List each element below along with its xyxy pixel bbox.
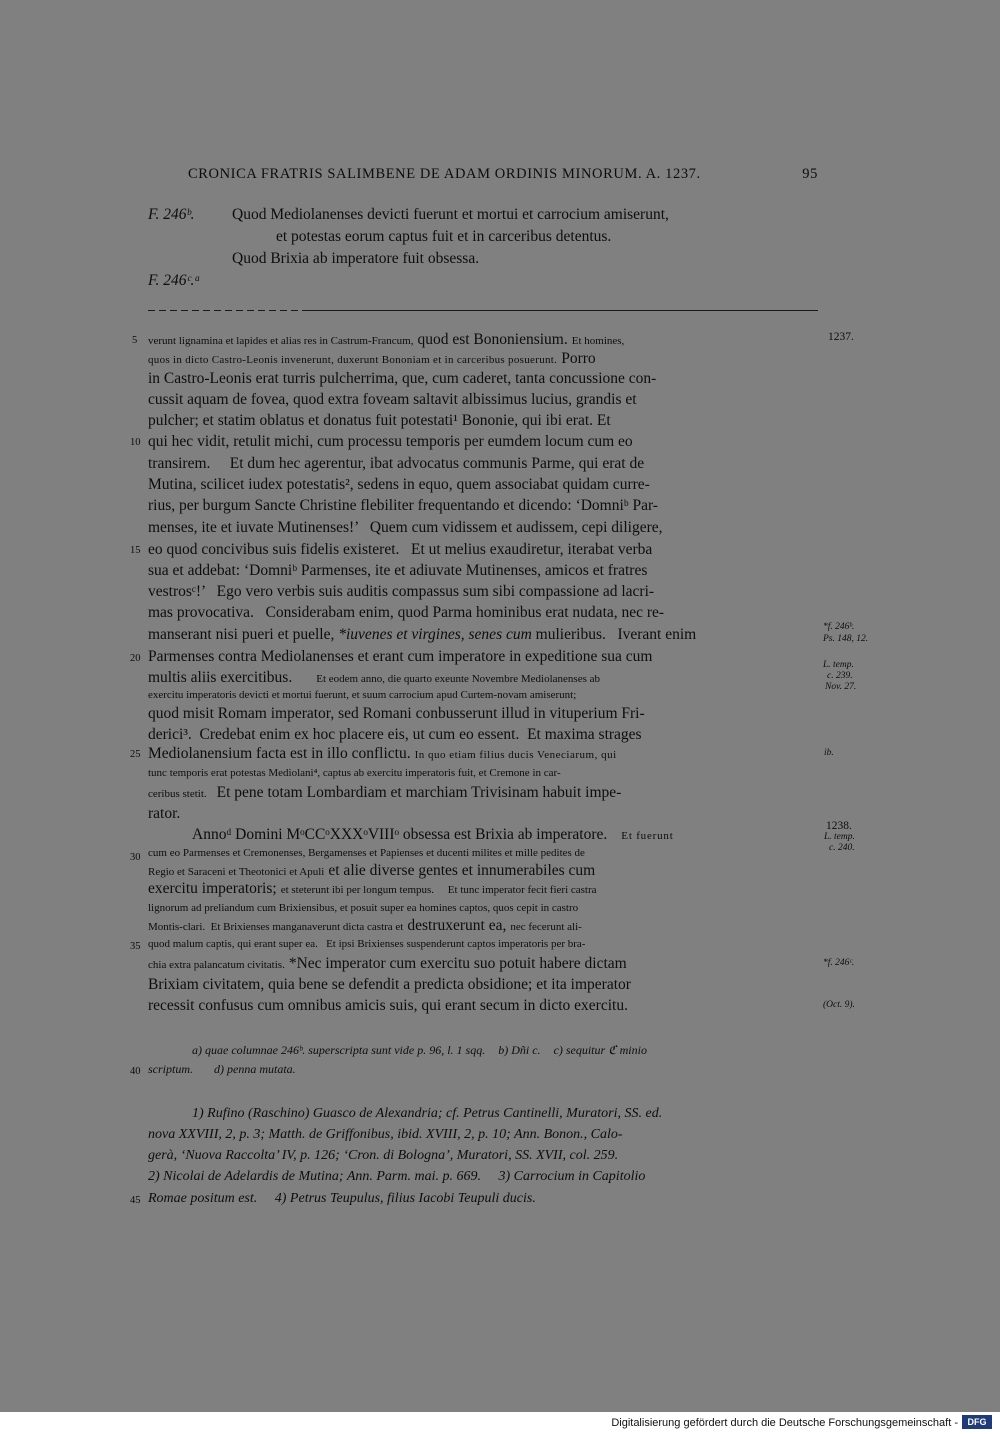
text-line: tunc temporis erat potestas Mediolani⁴, captus ab exercitu imperatoris fuit, et Cremone in car- [148, 767, 561, 779]
margin-note: (Oct. 9). [823, 1000, 855, 1010]
text-line: vestrosᶜ!’ Ego vero verbis suis auditis compassus sum sibi compassione ad lacri- [148, 583, 655, 600]
note-line: gerà, ‘Nuova Raccolta’ IV, p. 126; ‘Cron. di Bologna’, Muratori, SS. XVII, col. 259. [148, 1148, 619, 1163]
text-line: pulcher; et statim oblatus et donatus fuit potestati¹ Bononie, qui ibi erat. Et [148, 412, 611, 429]
margin-note: c. 240. [829, 843, 855, 853]
line-number: 25 [130, 749, 141, 760]
line-number: 40 [130, 1066, 141, 1077]
margin-note: L. temp. [823, 660, 854, 670]
dfg-credit: Digitalisierung gefördert durch die Deutsche Forschungsgemeinschaft - [611, 1417, 958, 1429]
note-line: nova XXVIII, 2, p. 3; Matth. de Griffonibus, ibid. XVIII, 2, p. 10; Ann. Bonon., Calo- [148, 1127, 623, 1142]
margin-note: Nov. 27. [825, 682, 857, 692]
margin-note: Ps. 148, 12. [823, 634, 869, 644]
heading-line: et potestas eorum captus fuit et in carceribus detentus. [276, 228, 612, 245]
line-number: 45 [130, 1195, 141, 1206]
margin-note: c. 239. [827, 671, 853, 681]
text-line: Regio et Saraceni et Theotonici et Apuli et alie diverse gentes et innumerabiles cum [148, 862, 596, 879]
text-line: manserant nisi pueri et puelle, *iuvenes et virgines, senes cum mulieribus. Iverant enim [148, 626, 697, 643]
text-line: Montis-clari. Et Brixienses manganaverunt dicta castra et destruxerunt ea, nec fecerunt ali- [148, 917, 582, 934]
line-number: 30 [130, 852, 141, 863]
line-number: 35 [130, 941, 141, 952]
margin-note: ib. [824, 748, 834, 758]
text-line: Brixiam civitatem, quia bene se defendit a predicta obsidione; et ita imperator [148, 976, 631, 993]
text-line: eo quod concivibus suis fidelis existeret. Et ut melius exaudiretur, iterabat verba [148, 541, 653, 558]
text-line: sua et addebat: ‘Domniᵇ Parmenses, ite et adiuvate Mutinenses, amicos et fratres [148, 562, 648, 579]
margin-note: *f. 246ᵇ. [823, 622, 855, 632]
note-line: Romae positum est. 4) Petrus Teupulus, filius Iacobi Teupuli ducis. [148, 1191, 536, 1206]
text-line: cum eo Parmenses et Cremonenses, Bergamenses et Papienses et ducenti milites et mille pedites de [148, 847, 585, 859]
text-line: exercitu imperatoris; et steterunt ibi per longum tempus. Et tunc imperator fecit fieri castra [148, 880, 597, 897]
running-header [188, 166, 818, 183]
text-line: ceribus stetit. Et pene totam Lombardiam et marchiam Trivisinam habuit impe- [148, 784, 622, 801]
line-number: 20 [130, 653, 141, 664]
text-line: quos in dicto Castro-Leonis invenerunt, duxerunt Bononiam et in carceribus posuerunt. Porro [148, 350, 596, 367]
text-line: quod malum captis, qui erant super ea. Et ipsi Brixienses suspenderunt captos imperatoris per bra- [148, 938, 586, 950]
line-number: 15 [130, 545, 141, 556]
text-line: Annoᵈ Domini MᵒCCᵒXXXᵒVIIIᵒ obsessa est Brixia ab imperatore. Et fuerunt [192, 826, 674, 843]
text-line: in Castro-Leonis erat turris pulcherrima, que, cum caderet, tanta concussione con- [148, 370, 657, 387]
text-line: menses, ite et iuvate Mutinenses!’ Quem cum vidissem et audissem, cepi diligere, [148, 519, 663, 536]
text-line: recessit confusus cum omnibus amicis suis, qui erant secum in dicto exercitu. [148, 997, 628, 1014]
line-number: 5 [132, 335, 138, 346]
text-line: verunt lignamina et lapides et alias res in Castrum-Francum, quod est Bononiensium. Et homines, [148, 331, 625, 348]
footnote-line: a) quae columnae 246ᵇ. superscripta sunt vide p. 96, l. 1 sqq. b) Dñi c. c) sequitur ℭ minio [192, 1043, 647, 1057]
text-line: Mediolanensium facta est in illo conflictu. In quo etiam filius ducis Veneciarum, qui [148, 745, 617, 762]
heading-line: Quod Mediolanenses devicti fuerunt et mortui et carrocium amiserunt, [232, 206, 669, 223]
margin-year: 1237. [828, 331, 854, 343]
line-number: 10 [130, 437, 141, 448]
margin-year: 1238. [826, 820, 852, 832]
separator-dash [148, 310, 308, 311]
footnote-line: scriptum. d) penna mutata. [148, 1062, 296, 1076]
text-line: derici³. Credebat enim ex hoc placere eis, ut cum eo essent. Et maxima strages [148, 726, 642, 743]
text-line: exercitu imperatoris devicti et mortui fuerunt, et suum carrocium apud Curtem-novam amiserunt; [148, 689, 577, 701]
margin-note: L. temp. [824, 832, 855, 842]
dfg-logo: DFG [962, 1415, 992, 1429]
text-line: lignorum ad preliandum cum Brixiensibus, et posuit super ea homines captos, quos cepit in castro [148, 902, 579, 914]
running-title: CRONICA FRATRIS SALIMBENE DE ADAM ORDINIS MINORUM. A. 1237. [188, 166, 701, 182]
text-line: mas provocativa. Considerabam enim, quod Parma hominibus erat nudata, nec re- [148, 604, 665, 621]
text-line: cussit aquam de fovea, quod extra foveam saltavit albissimus lucius, grandis et [148, 391, 637, 408]
text-line: qui hec vidit, retulit michi, cum processu temporis per eumdem locum cum eo [148, 433, 633, 450]
text-line: multis aliis exercitibus. Et eodem anno, die quarto exeunte Novembre Mediolanenses ab [148, 669, 600, 686]
text-line: chia extra palancatum civitatis. *Nec imperator cum exercitu suo potuit habere dictam [148, 955, 627, 972]
page-number: 95 [802, 166, 818, 182]
text-line: quod misit Romam imperator, sed Romani conbusserunt illud in vituperium Fri- [148, 705, 645, 722]
folio-ref: F. 246ᶜ.ᵃ [148, 272, 201, 289]
note-line: 1) Rufino (Raschino) Guasco de Alexandria; cf. Petrus Cantinelli, Muratori, SS. ed. [192, 1106, 663, 1121]
text-line: transirem. Et dum hec agerentur, ibat advocatus communis Parme, qui erat de [148, 455, 645, 472]
margin-note: *f. 246ᶜ. [823, 958, 855, 968]
text-line: Mutina, scilicet iudex potestatis², sedens in equo, quem associabat quidam curre- [148, 476, 650, 493]
folio-ref: F. 246ᵇ. [148, 206, 195, 223]
text-line: rius, per burgum Sancte Christine flebiliter frequentando et dicendo: ‘Domniᵇ Par- [148, 497, 658, 514]
text-line: rator. [148, 805, 181, 822]
heading-line: Quod Brixia ab imperatore fuit obsessa. [232, 250, 480, 267]
note-line: 2) Nicolai de Adelardis de Mutina; Ann. Parm. mai. p. 669. 3) Carrocium in Capitolio [148, 1169, 646, 1184]
text-line: Parmenses contra Mediolanenses et erant cum imperatore in expeditione sua cum [148, 648, 653, 665]
